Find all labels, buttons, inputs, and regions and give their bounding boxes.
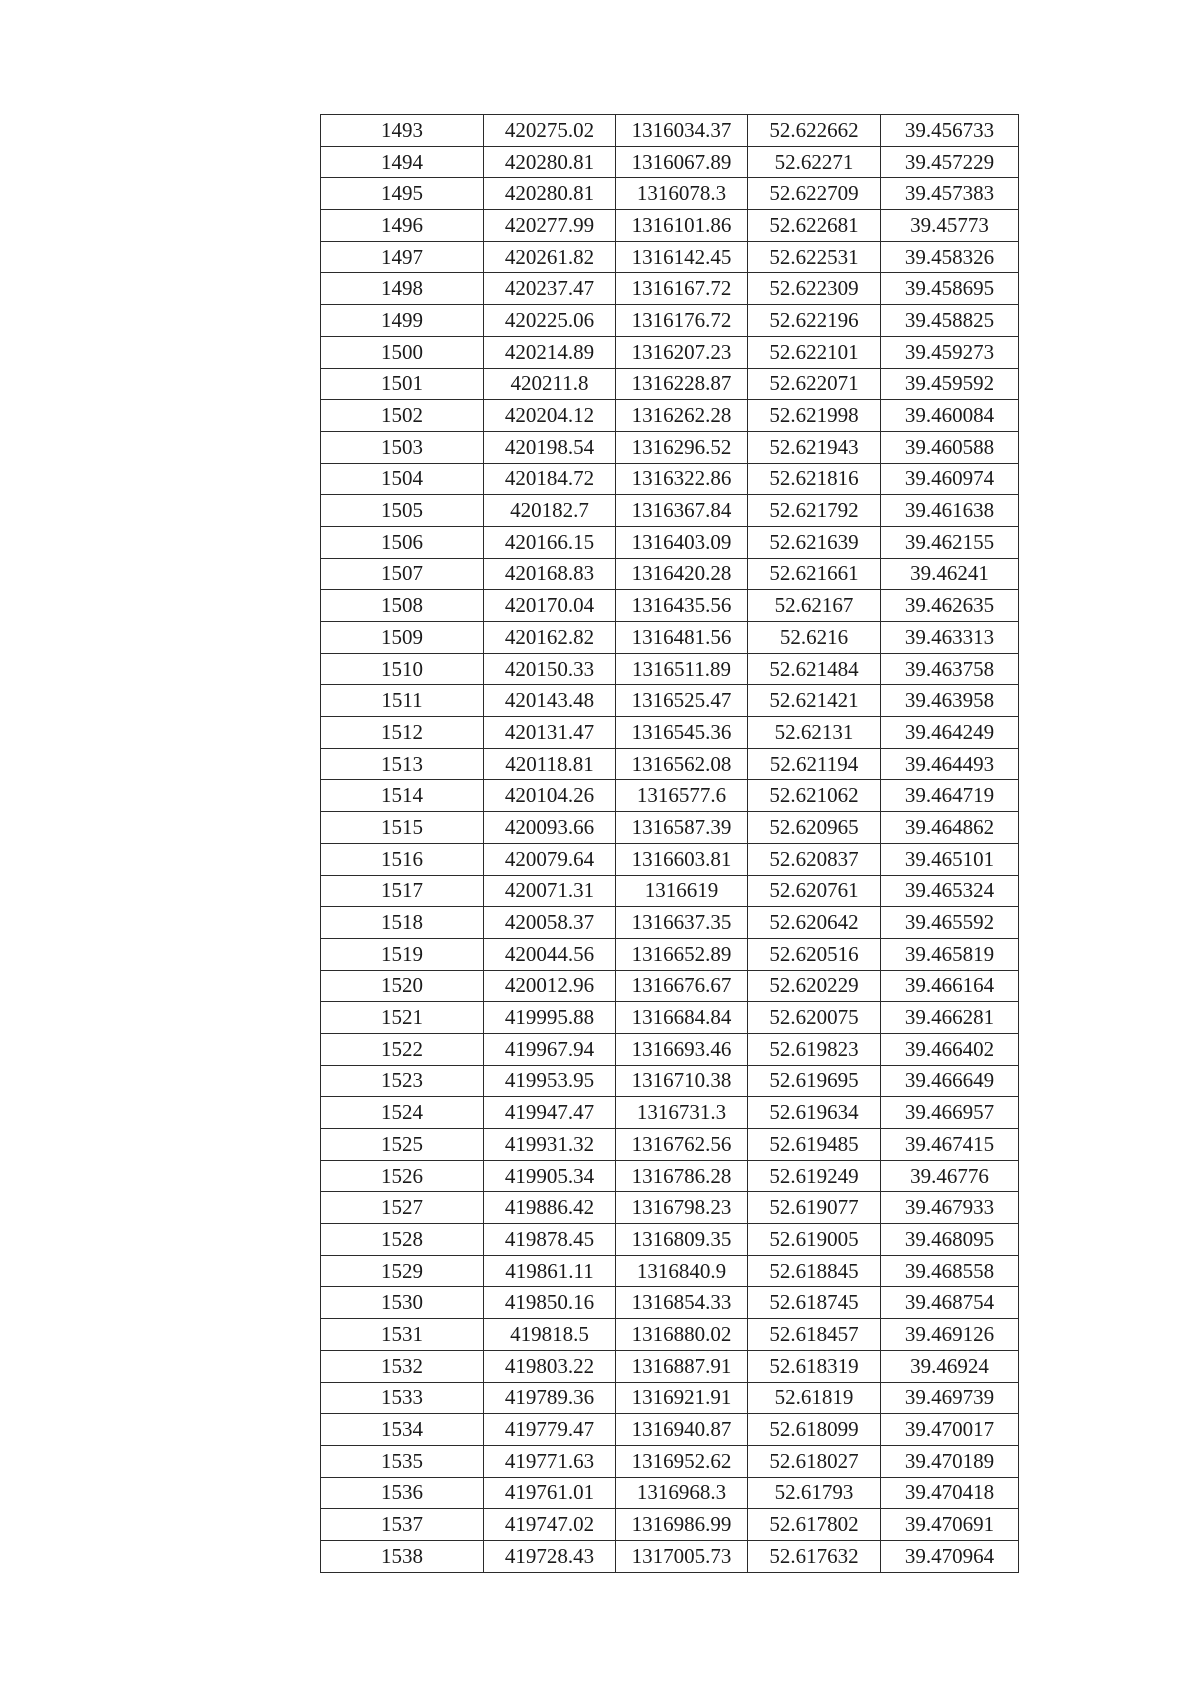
latitude-cell: 52.61793 bbox=[748, 1477, 881, 1509]
longitude-cell: 39.465592 bbox=[881, 907, 1019, 939]
latitude-cell: 52.622709 bbox=[748, 178, 881, 210]
x-coordinate-cell: 420237.47 bbox=[484, 273, 616, 305]
latitude-cell: 52.622071 bbox=[748, 368, 881, 400]
point-number-cell: 1511 bbox=[321, 685, 484, 717]
point-number-cell: 1498 bbox=[321, 273, 484, 305]
latitude-cell: 52.622101 bbox=[748, 336, 881, 368]
longitude-cell: 39.459273 bbox=[881, 336, 1019, 368]
point-number-cell: 1526 bbox=[321, 1160, 484, 1192]
x-coordinate-cell: 420093.66 bbox=[484, 812, 616, 844]
x-coordinate-cell: 420275.02 bbox=[484, 115, 616, 147]
y-coordinate-cell: 1316603.81 bbox=[616, 843, 748, 875]
x-coordinate-cell: 420150.33 bbox=[484, 653, 616, 685]
x-coordinate-cell: 420225.06 bbox=[484, 305, 616, 337]
y-coordinate-cell: 1316921.91 bbox=[616, 1382, 748, 1414]
x-coordinate-cell: 420071.31 bbox=[484, 875, 616, 907]
point-number-cell: 1529 bbox=[321, 1255, 484, 1287]
longitude-cell: 39.464493 bbox=[881, 748, 1019, 780]
point-number-cell: 1532 bbox=[321, 1350, 484, 1382]
point-number-cell: 1516 bbox=[321, 843, 484, 875]
point-number-cell: 1505 bbox=[321, 495, 484, 527]
table-row bbox=[321, 400, 1019, 432]
table-row bbox=[321, 273, 1019, 305]
y-coordinate-cell: 1316619 bbox=[616, 875, 748, 907]
latitude-cell: 52.618457 bbox=[748, 1319, 881, 1351]
point-number-cell: 1522 bbox=[321, 1033, 484, 1065]
y-coordinate-cell: 1316228.87 bbox=[616, 368, 748, 400]
point-number-cell: 1530 bbox=[321, 1287, 484, 1319]
table-row bbox=[321, 622, 1019, 654]
x-coordinate-cell: 419818.5 bbox=[484, 1319, 616, 1351]
y-coordinate-cell: 1316887.91 bbox=[616, 1350, 748, 1382]
latitude-cell: 52.619823 bbox=[748, 1033, 881, 1065]
latitude-cell: 52.622662 bbox=[748, 115, 881, 147]
latitude-cell: 52.619695 bbox=[748, 1065, 881, 1097]
x-coordinate-cell: 420198.54 bbox=[484, 431, 616, 463]
longitude-cell: 39.463313 bbox=[881, 622, 1019, 654]
table-row bbox=[321, 1192, 1019, 1224]
point-number-cell: 1520 bbox=[321, 970, 484, 1002]
x-coordinate-cell: 419905.34 bbox=[484, 1160, 616, 1192]
longitude-cell: 39.466281 bbox=[881, 1002, 1019, 1034]
longitude-cell: 39.468558 bbox=[881, 1255, 1019, 1287]
table-row bbox=[321, 1287, 1019, 1319]
latitude-cell: 52.618845 bbox=[748, 1255, 881, 1287]
table-row bbox=[321, 336, 1019, 368]
longitude-cell: 39.470964 bbox=[881, 1540, 1019, 1572]
point-number-cell: 1518 bbox=[321, 907, 484, 939]
point-number-cell: 1524 bbox=[321, 1097, 484, 1129]
x-coordinate-cell: 419789.36 bbox=[484, 1382, 616, 1414]
x-coordinate-cell: 419747.02 bbox=[484, 1509, 616, 1541]
x-coordinate-cell: 420079.64 bbox=[484, 843, 616, 875]
longitude-cell: 39.470418 bbox=[881, 1477, 1019, 1509]
longitude-cell: 39.466164 bbox=[881, 970, 1019, 1002]
point-number-cell: 1527 bbox=[321, 1192, 484, 1224]
x-coordinate-cell: 419728.43 bbox=[484, 1540, 616, 1572]
table-body bbox=[321, 115, 1019, 1573]
latitude-cell: 52.619077 bbox=[748, 1192, 881, 1224]
table-row bbox=[321, 875, 1019, 907]
latitude-cell: 52.621421 bbox=[748, 685, 881, 717]
table-row bbox=[321, 1509, 1019, 1541]
longitude-cell: 39.464719 bbox=[881, 780, 1019, 812]
point-number-cell: 1515 bbox=[321, 812, 484, 844]
y-coordinate-cell: 1316693.46 bbox=[616, 1033, 748, 1065]
y-coordinate-cell: 1316481.56 bbox=[616, 622, 748, 654]
latitude-cell: 52.619485 bbox=[748, 1129, 881, 1161]
y-coordinate-cell: 1316652.89 bbox=[616, 938, 748, 970]
y-coordinate-cell: 1316562.08 bbox=[616, 748, 748, 780]
x-coordinate-cell: 420058.37 bbox=[484, 907, 616, 939]
x-coordinate-cell: 420162.82 bbox=[484, 622, 616, 654]
y-coordinate-cell: 1316809.35 bbox=[616, 1224, 748, 1256]
longitude-cell: 39.462635 bbox=[881, 590, 1019, 622]
longitude-cell: 39.468095 bbox=[881, 1224, 1019, 1256]
point-number-cell: 1499 bbox=[321, 305, 484, 337]
point-number-cell: 1507 bbox=[321, 558, 484, 590]
latitude-cell: 52.6216 bbox=[748, 622, 881, 654]
latitude-cell: 52.621792 bbox=[748, 495, 881, 527]
longitude-cell: 39.46776 bbox=[881, 1160, 1019, 1192]
point-number-cell: 1504 bbox=[321, 463, 484, 495]
table-row bbox=[321, 748, 1019, 780]
latitude-cell: 52.618027 bbox=[748, 1445, 881, 1477]
y-coordinate-cell: 1316684.84 bbox=[616, 1002, 748, 1034]
latitude-cell: 52.620837 bbox=[748, 843, 881, 875]
point-number-cell: 1517 bbox=[321, 875, 484, 907]
latitude-cell: 52.621943 bbox=[748, 431, 881, 463]
table-row bbox=[321, 812, 1019, 844]
table-row bbox=[321, 1477, 1019, 1509]
x-coordinate-cell: 419861.11 bbox=[484, 1255, 616, 1287]
longitude-cell: 39.461638 bbox=[881, 495, 1019, 527]
longitude-cell: 39.469739 bbox=[881, 1382, 1019, 1414]
point-number-cell: 1535 bbox=[321, 1445, 484, 1477]
point-number-cell: 1508 bbox=[321, 590, 484, 622]
longitude-cell: 39.462155 bbox=[881, 526, 1019, 558]
x-coordinate-cell: 420168.83 bbox=[484, 558, 616, 590]
longitude-cell: 39.470691 bbox=[881, 1509, 1019, 1541]
longitude-cell: 39.466402 bbox=[881, 1033, 1019, 1065]
table-row bbox=[321, 241, 1019, 273]
y-coordinate-cell: 1316786.28 bbox=[616, 1160, 748, 1192]
coordinates-table bbox=[320, 114, 1019, 1573]
longitude-cell: 39.465819 bbox=[881, 938, 1019, 970]
table-row bbox=[321, 717, 1019, 749]
x-coordinate-cell: 420214.89 bbox=[484, 336, 616, 368]
point-number-cell: 1513 bbox=[321, 748, 484, 780]
table-row bbox=[321, 1160, 1019, 1192]
table-row bbox=[321, 463, 1019, 495]
table-row bbox=[321, 210, 1019, 242]
point-number-cell: 1519 bbox=[321, 938, 484, 970]
table-row bbox=[321, 146, 1019, 178]
latitude-cell: 52.618319 bbox=[748, 1350, 881, 1382]
point-number-cell: 1510 bbox=[321, 653, 484, 685]
latitude-cell: 52.621639 bbox=[748, 526, 881, 558]
y-coordinate-cell: 1316167.72 bbox=[616, 273, 748, 305]
x-coordinate-cell: 419803.22 bbox=[484, 1350, 616, 1382]
y-coordinate-cell: 1316637.35 bbox=[616, 907, 748, 939]
y-coordinate-cell: 1316296.52 bbox=[616, 431, 748, 463]
longitude-cell: 39.456733 bbox=[881, 115, 1019, 147]
latitude-cell: 52.622531 bbox=[748, 241, 881, 273]
latitude-cell: 52.62271 bbox=[748, 146, 881, 178]
table-row bbox=[321, 1319, 1019, 1351]
y-coordinate-cell: 1316511.89 bbox=[616, 653, 748, 685]
y-coordinate-cell: 1316731.3 bbox=[616, 1097, 748, 1129]
latitude-cell: 52.618099 bbox=[748, 1414, 881, 1446]
x-coordinate-cell: 420261.82 bbox=[484, 241, 616, 273]
x-coordinate-cell: 419995.88 bbox=[484, 1002, 616, 1034]
point-number-cell: 1521 bbox=[321, 1002, 484, 1034]
x-coordinate-cell: 420143.48 bbox=[484, 685, 616, 717]
longitude-cell: 39.459592 bbox=[881, 368, 1019, 400]
table-row bbox=[321, 1065, 1019, 1097]
point-number-cell: 1533 bbox=[321, 1382, 484, 1414]
table-row bbox=[321, 1255, 1019, 1287]
table-row bbox=[321, 590, 1019, 622]
x-coordinate-cell: 419931.32 bbox=[484, 1129, 616, 1161]
latitude-cell: 52.620965 bbox=[748, 812, 881, 844]
x-coordinate-cell: 420170.04 bbox=[484, 590, 616, 622]
y-coordinate-cell: 1316968.3 bbox=[616, 1477, 748, 1509]
longitude-cell: 39.465101 bbox=[881, 843, 1019, 875]
y-coordinate-cell: 1316577.6 bbox=[616, 780, 748, 812]
longitude-cell: 39.458695 bbox=[881, 273, 1019, 305]
x-coordinate-cell: 420277.99 bbox=[484, 210, 616, 242]
longitude-cell: 39.469126 bbox=[881, 1319, 1019, 1351]
x-coordinate-cell: 419761.01 bbox=[484, 1477, 616, 1509]
table-row bbox=[321, 178, 1019, 210]
y-coordinate-cell: 1316986.99 bbox=[616, 1509, 748, 1541]
point-number-cell: 1538 bbox=[321, 1540, 484, 1572]
x-coordinate-cell: 419850.16 bbox=[484, 1287, 616, 1319]
table-row bbox=[321, 653, 1019, 685]
latitude-cell: 52.617632 bbox=[748, 1540, 881, 1572]
y-coordinate-cell: 1316262.28 bbox=[616, 400, 748, 432]
table-row bbox=[321, 843, 1019, 875]
latitude-cell: 52.619249 bbox=[748, 1160, 881, 1192]
y-coordinate-cell: 1316142.45 bbox=[616, 241, 748, 273]
x-coordinate-cell: 419953.95 bbox=[484, 1065, 616, 1097]
x-coordinate-cell: 419947.47 bbox=[484, 1097, 616, 1129]
longitude-cell: 39.45773 bbox=[881, 210, 1019, 242]
longitude-cell: 39.46241 bbox=[881, 558, 1019, 590]
y-coordinate-cell: 1316034.37 bbox=[616, 115, 748, 147]
x-coordinate-cell: 420166.15 bbox=[484, 526, 616, 558]
longitude-cell: 39.470189 bbox=[881, 1445, 1019, 1477]
latitude-cell: 52.621062 bbox=[748, 780, 881, 812]
point-number-cell: 1534 bbox=[321, 1414, 484, 1446]
y-coordinate-cell: 1316403.09 bbox=[616, 526, 748, 558]
table-row bbox=[321, 305, 1019, 337]
x-coordinate-cell: 420280.81 bbox=[484, 178, 616, 210]
point-number-cell: 1502 bbox=[321, 400, 484, 432]
x-coordinate-cell: 420211.8 bbox=[484, 368, 616, 400]
table-row bbox=[321, 780, 1019, 812]
longitude-cell: 39.470017 bbox=[881, 1414, 1019, 1446]
latitude-cell: 52.618745 bbox=[748, 1287, 881, 1319]
y-coordinate-cell: 1316078.3 bbox=[616, 178, 748, 210]
y-coordinate-cell: 1316101.86 bbox=[616, 210, 748, 242]
longitude-cell: 39.457229 bbox=[881, 146, 1019, 178]
point-number-cell: 1496 bbox=[321, 210, 484, 242]
point-number-cell: 1537 bbox=[321, 1509, 484, 1541]
y-coordinate-cell: 1316762.56 bbox=[616, 1129, 748, 1161]
table-row bbox=[321, 115, 1019, 147]
table-row bbox=[321, 685, 1019, 717]
longitude-cell: 39.460974 bbox=[881, 463, 1019, 495]
latitude-cell: 52.61819 bbox=[748, 1382, 881, 1414]
longitude-cell: 39.464862 bbox=[881, 812, 1019, 844]
table-row bbox=[321, 938, 1019, 970]
point-number-cell: 1494 bbox=[321, 146, 484, 178]
latitude-cell: 52.62131 bbox=[748, 717, 881, 749]
latitude-cell: 52.620642 bbox=[748, 907, 881, 939]
table-row bbox=[321, 431, 1019, 463]
table-row bbox=[321, 368, 1019, 400]
y-coordinate-cell: 1316176.72 bbox=[616, 305, 748, 337]
y-coordinate-cell: 1316854.33 bbox=[616, 1287, 748, 1319]
latitude-cell: 52.620075 bbox=[748, 1002, 881, 1034]
y-coordinate-cell: 1316067.89 bbox=[616, 146, 748, 178]
table-row bbox=[321, 1445, 1019, 1477]
longitude-cell: 39.460084 bbox=[881, 400, 1019, 432]
y-coordinate-cell: 1316367.84 bbox=[616, 495, 748, 527]
table-row bbox=[321, 1540, 1019, 1572]
latitude-cell: 52.621661 bbox=[748, 558, 881, 590]
longitude-cell: 39.463958 bbox=[881, 685, 1019, 717]
x-coordinate-cell: 420044.56 bbox=[484, 938, 616, 970]
latitude-cell: 52.621998 bbox=[748, 400, 881, 432]
x-coordinate-cell: 420204.12 bbox=[484, 400, 616, 432]
longitude-cell: 39.457383 bbox=[881, 178, 1019, 210]
y-coordinate-cell: 1316940.87 bbox=[616, 1414, 748, 1446]
table-row bbox=[321, 907, 1019, 939]
table-row bbox=[321, 1129, 1019, 1161]
x-coordinate-cell: 420182.7 bbox=[484, 495, 616, 527]
table-row bbox=[321, 1414, 1019, 1446]
table-row bbox=[321, 1033, 1019, 1065]
longitude-cell: 39.458326 bbox=[881, 241, 1019, 273]
point-number-cell: 1509 bbox=[321, 622, 484, 654]
latitude-cell: 52.620761 bbox=[748, 875, 881, 907]
longitude-cell: 39.466649 bbox=[881, 1065, 1019, 1097]
latitude-cell: 52.62167 bbox=[748, 590, 881, 622]
point-number-cell: 1536 bbox=[321, 1477, 484, 1509]
y-coordinate-cell: 1316840.9 bbox=[616, 1255, 748, 1287]
y-coordinate-cell: 1316525.47 bbox=[616, 685, 748, 717]
longitude-cell: 39.463758 bbox=[881, 653, 1019, 685]
table-row bbox=[321, 1097, 1019, 1129]
point-number-cell: 1503 bbox=[321, 431, 484, 463]
longitude-cell: 39.466957 bbox=[881, 1097, 1019, 1129]
table-row bbox=[321, 526, 1019, 558]
latitude-cell: 52.620516 bbox=[748, 938, 881, 970]
point-number-cell: 1495 bbox=[321, 178, 484, 210]
point-number-cell: 1514 bbox=[321, 780, 484, 812]
point-number-cell: 1531 bbox=[321, 1319, 484, 1351]
longitude-cell: 39.467415 bbox=[881, 1129, 1019, 1161]
table-row bbox=[321, 970, 1019, 1002]
y-coordinate-cell: 1316322.86 bbox=[616, 463, 748, 495]
x-coordinate-cell: 419771.63 bbox=[484, 1445, 616, 1477]
longitude-cell: 39.468754 bbox=[881, 1287, 1019, 1319]
longitude-cell: 39.460588 bbox=[881, 431, 1019, 463]
y-coordinate-cell: 1316207.23 bbox=[616, 336, 748, 368]
point-number-cell: 1493 bbox=[321, 115, 484, 147]
latitude-cell: 52.622309 bbox=[748, 273, 881, 305]
longitude-cell: 39.458825 bbox=[881, 305, 1019, 337]
point-number-cell: 1528 bbox=[321, 1224, 484, 1256]
y-coordinate-cell: 1316420.28 bbox=[616, 558, 748, 590]
table-row bbox=[321, 1002, 1019, 1034]
point-number-cell: 1512 bbox=[321, 717, 484, 749]
x-coordinate-cell: 420184.72 bbox=[484, 463, 616, 495]
point-number-cell: 1501 bbox=[321, 368, 484, 400]
point-number-cell: 1525 bbox=[321, 1129, 484, 1161]
latitude-cell: 52.622681 bbox=[748, 210, 881, 242]
point-number-cell: 1506 bbox=[321, 526, 484, 558]
y-coordinate-cell: 1316587.39 bbox=[616, 812, 748, 844]
point-number-cell: 1497 bbox=[321, 241, 484, 273]
x-coordinate-cell: 420280.81 bbox=[484, 146, 616, 178]
table-row bbox=[321, 1224, 1019, 1256]
y-coordinate-cell: 1316435.56 bbox=[616, 590, 748, 622]
table-row bbox=[321, 1350, 1019, 1382]
longitude-cell: 39.467933 bbox=[881, 1192, 1019, 1224]
point-number-cell: 1500 bbox=[321, 336, 484, 368]
point-number-cell: 1523 bbox=[321, 1065, 484, 1097]
y-coordinate-cell: 1316676.67 bbox=[616, 970, 748, 1002]
table-row bbox=[321, 495, 1019, 527]
x-coordinate-cell: 419967.94 bbox=[484, 1033, 616, 1065]
latitude-cell: 52.622196 bbox=[748, 305, 881, 337]
latitude-cell: 52.621194 bbox=[748, 748, 881, 780]
y-coordinate-cell: 1316710.38 bbox=[616, 1065, 748, 1097]
y-coordinate-cell: 1316952.62 bbox=[616, 1445, 748, 1477]
latitude-cell: 52.621484 bbox=[748, 653, 881, 685]
latitude-cell: 52.619634 bbox=[748, 1097, 881, 1129]
table-row bbox=[321, 1382, 1019, 1414]
x-coordinate-cell: 420104.26 bbox=[484, 780, 616, 812]
y-coordinate-cell: 1316545.36 bbox=[616, 717, 748, 749]
latitude-cell: 52.617802 bbox=[748, 1509, 881, 1541]
longitude-cell: 39.46924 bbox=[881, 1350, 1019, 1382]
y-coordinate-cell: 1316880.02 bbox=[616, 1319, 748, 1351]
longitude-cell: 39.464249 bbox=[881, 717, 1019, 749]
x-coordinate-cell: 420012.96 bbox=[484, 970, 616, 1002]
latitude-cell: 52.621816 bbox=[748, 463, 881, 495]
x-coordinate-cell: 419878.45 bbox=[484, 1224, 616, 1256]
table-row bbox=[321, 558, 1019, 590]
x-coordinate-cell: 419886.42 bbox=[484, 1192, 616, 1224]
y-coordinate-cell: 1316798.23 bbox=[616, 1192, 748, 1224]
longitude-cell: 39.465324 bbox=[881, 875, 1019, 907]
y-coordinate-cell: 1317005.73 bbox=[616, 1540, 748, 1572]
latitude-cell: 52.619005 bbox=[748, 1224, 881, 1256]
latitude-cell: 52.620229 bbox=[748, 970, 881, 1002]
x-coordinate-cell: 420118.81 bbox=[484, 748, 616, 780]
x-coordinate-cell: 419779.47 bbox=[484, 1414, 616, 1446]
x-coordinate-cell: 420131.47 bbox=[484, 717, 616, 749]
